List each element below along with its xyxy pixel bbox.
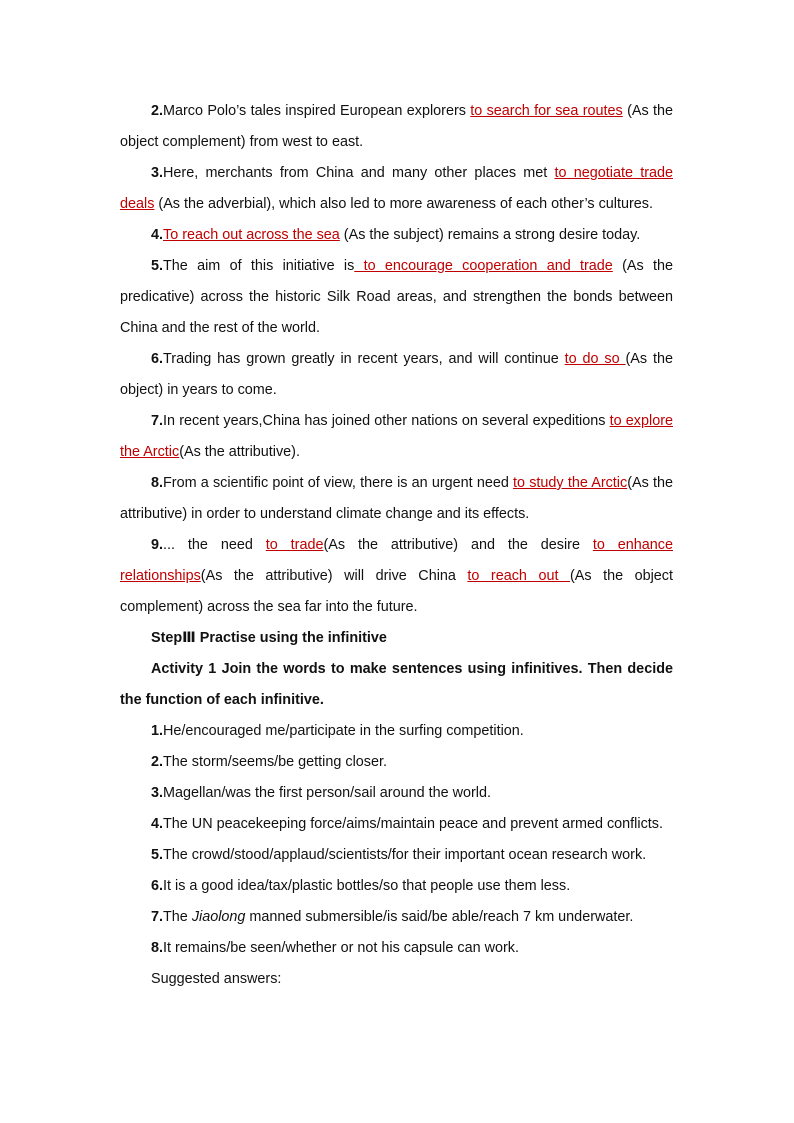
sentence-text: (As the attributive). xyxy=(179,444,300,460)
exercise-text: The storm/seems/be getting closer. xyxy=(163,754,387,770)
answer-sentence-5 xyxy=(120,251,673,344)
answer-sentence-4 xyxy=(120,220,673,251)
submersible-name: Jiaolong xyxy=(191,909,246,925)
exercise-item-7 xyxy=(120,902,673,933)
activity-heading: Activity 1 Join the words to make sentences using infinitives. Then decide the function of each infinitive. xyxy=(120,661,673,708)
exercise-number: 4. xyxy=(151,816,164,832)
answer-sentence-7 xyxy=(120,406,673,468)
sentence-number: 3. xyxy=(151,165,164,181)
infinitive-answer: to do so xyxy=(564,351,626,367)
infinitive-answer: to reach out xyxy=(467,568,570,584)
infinitive-answer: to search for sea routes xyxy=(470,103,623,119)
exercise-text: It is a good idea/tax/plastic bottles/so that people use them less. xyxy=(163,878,571,894)
sentence-text: From a scientific point of view, there is an urgent need xyxy=(163,475,514,491)
exercise-item-8 xyxy=(120,933,673,964)
sentence-text: (As the attributive) will drive China xyxy=(200,568,468,584)
sentence-number: 2. xyxy=(151,103,164,119)
exercise-number: 6. xyxy=(151,878,164,894)
exercise-number: 1. xyxy=(151,723,164,739)
sentence-text: (As the adverbial), which also led to more awareness of each other’s cultures. xyxy=(154,196,653,212)
infinitive-answer: to negotiate trade deals xyxy=(120,165,673,212)
exercise-item-6 xyxy=(120,871,673,902)
sentence-number: 4. xyxy=(151,227,164,243)
infinitive-answer: to enhance relationships xyxy=(120,537,673,584)
sentence-number: 7. xyxy=(151,413,164,429)
infinitive-answer: to encourage cooperation and trade xyxy=(354,258,613,274)
page-content xyxy=(120,96,673,995)
exercise-number: 7. xyxy=(151,909,164,925)
step-heading: StepⅢ Practise using the infinitive xyxy=(151,630,387,646)
exercise-number: 3. xyxy=(151,785,164,801)
sentence-text: (As the attributive) and the desire xyxy=(323,537,593,553)
exercise-text: The UN peacekeeping force/aims/maintain peace and prevent armed conflicts. xyxy=(163,816,663,832)
answer-sentence-8 xyxy=(120,468,673,530)
exercise-item-1 xyxy=(120,716,673,747)
sentence-text: In recent years,China has joined other nations on several expeditions xyxy=(163,413,610,429)
sentence-text: (As the attributive) in order to understand climate change and its effects. xyxy=(120,475,673,522)
exercise-item-2 xyxy=(120,747,673,778)
sentence-text: Here, merchants from China and many other places met xyxy=(163,165,555,181)
sentence-text: Marco Polo’s tales inspired European explorers xyxy=(163,103,471,119)
exercise-number: 8. xyxy=(151,940,164,956)
sentence-text: (As the object complement) from west to east. xyxy=(120,103,673,150)
exercise-number: 5. xyxy=(151,847,164,863)
sentence-text: Trading has grown greatly in recent years, and will continue xyxy=(163,351,565,367)
exercise-text: The xyxy=(163,909,192,925)
exercise-text: Magellan/was the first person/sail around the world. xyxy=(163,785,491,801)
sentence-text: The aim of this initiative is xyxy=(163,258,355,274)
infinitive-answer: To reach out across the sea xyxy=(163,227,340,243)
answer-sentence-6 xyxy=(120,344,673,406)
exercise-text: The crowd/stood/applaud/scientists/for their important ocean research work. xyxy=(163,847,647,863)
exercise-item-3 xyxy=(120,778,673,809)
sentence-text: (As the object complement) across the sea far into the future. xyxy=(120,568,673,615)
sentence-text: (As the subject) remains a strong desire today. xyxy=(339,227,641,243)
infinitive-answer: to explore the Arctic xyxy=(120,413,673,460)
suggested-answers-label: Suggested answers: xyxy=(151,971,282,987)
sentence-text: (As the predicative) across the historic Silk Road areas, and strengthen the bonds between China and the rest of the world. xyxy=(120,258,673,336)
exercise-text: He/encouraged me/participate in the surfing competition. xyxy=(163,723,524,739)
sentence-number: 9. xyxy=(151,537,164,553)
sentence-text: ... the need xyxy=(163,537,266,553)
exercise-text: It remains/be seen/whether or not his capsule can work. xyxy=(163,940,519,956)
exercise-item-4 xyxy=(120,809,673,840)
sentence-number: 5. xyxy=(151,258,164,274)
infinitive-answer: to study the Arctic xyxy=(513,475,628,491)
answer-sentence-9 xyxy=(120,530,673,623)
exercise-number: 2. xyxy=(151,754,164,770)
sentence-text: (As the object) in years to come. xyxy=(120,351,674,398)
infinitive-answer: to trade xyxy=(265,537,324,553)
answer-sentence-3 xyxy=(120,158,673,220)
sentence-number: 8. xyxy=(151,475,164,491)
sentence-number: 6. xyxy=(151,351,164,367)
exercise-text: manned submersible/is said/be able/reach 7 km underwater. xyxy=(245,909,634,925)
answer-sentence-2 xyxy=(120,96,673,158)
exercise-item-5 xyxy=(120,840,673,871)
